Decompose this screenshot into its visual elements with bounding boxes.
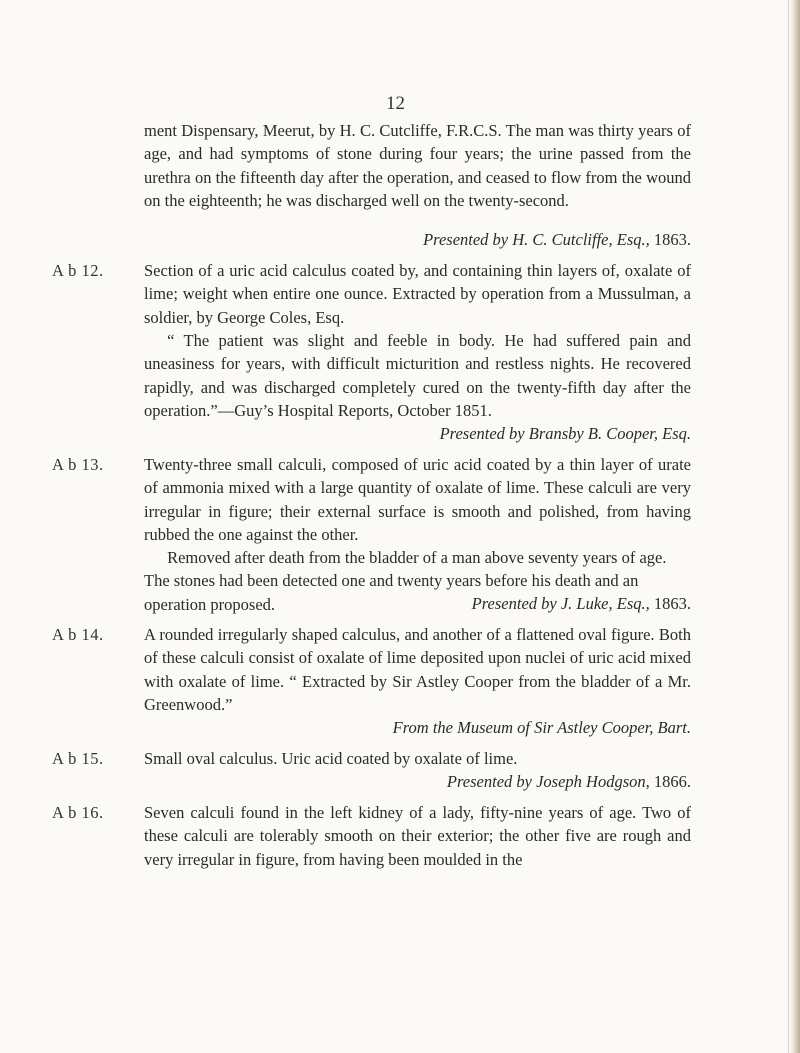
entry-ab13-credit-text: Presented by J. Luke, Esq., [471, 594, 650, 613]
entry-ab14-credit: From the Museum of Sir Astley Cooper, Bart. [392, 718, 691, 737]
entry-ab15-credit-year: 1866. [653, 772, 691, 791]
entry-ab13-credit-year: 1863. [653, 594, 691, 613]
entry-label-ab14: A b 14. [52, 625, 104, 644]
intro-credit-text: Presented by H. C. Cutcliffe, Esq., [423, 230, 650, 249]
entry-ab13-paragraph-2: Removed after death from the bladder of a man above seventy years of age. The stones had been detected one and twenty years before his death and an operation proposed. [144, 548, 667, 614]
entry-label-ab15: A b 15. [52, 749, 104, 768]
entry-ab16-paragraph-1: Seven calculi found in the left kidney of a lady, fifty-nine years of age. Two of these calculi are tolerably smooth on their exterior; the other five are rough and very irregular in figure, from having been moulded in the [144, 803, 691, 869]
entry-ab15-credit-text: Presented by Joseph Hodgson, [446, 772, 650, 791]
intro-credit [144, 228, 691, 251]
entry-ab12-credit: Presented by Bransby B. Cooper, Esq. [439, 424, 691, 443]
entry-ab12-paragraph-2: “ The patient was slight and feeble in body. He had suffered pain and uneasiness for years, with difficult micturition and restless nights. He recovered rapidly, and was discharged completely cured on the twenty-fifth day after the operation.”—Guy’s Hospital Reports, October 1851. [144, 331, 691, 420]
intro-paragraph: ment Dispensary, Meerut, by H. C. Cutcliffe, F.R.C.S. The man was thirty years of age, and had symptoms of stone during four years; the urine passed from the urethra on the fifteenth day after the operation, and ceased to flow from the wound on the eighteenth; he was discharged well on the twenty-second. [144, 121, 691, 210]
page-edge-line [788, 0, 789, 1053]
entry-ab13-paragraph-1: Twenty-three small calculi, composed of uric acid coated by a thin layer of urate of ammonia mixed with a large quantity of oxalate of lime. These calculi are very irregular in figure; their external surface is smooth and polished, from having rubbed the one against the other. [144, 455, 691, 544]
intro-credit-year: 1863. [653, 230, 691, 249]
entry-ab14-paragraph-1: A rounded irregularly shaped calculus, and another of a flattened oval figure. Both of these calculi consist of oxalate of lime deposited upon nuclei of uric acid mixed with oxalate of lime. “ Extracted by Sir Astley Cooper from the bladder of a Mr. Greenwood.” [144, 625, 691, 714]
entry-ab15-paragraph-1: Small oval calculus. Uric acid coated by oxalate of lime. [144, 749, 518, 768]
page-edge-shadow [790, 0, 800, 1053]
entry-ab13-credit [144, 592, 691, 615]
page-number: 12 [386, 93, 405, 114]
entry-label-ab16: A b 16. [52, 803, 104, 822]
entry-label-ab12: A b 12. [52, 261, 104, 280]
entry-ab15-credit [144, 770, 691, 793]
entry-label-ab13: A b 13. [52, 455, 104, 474]
entry-ab12-paragraph-1: Section of a uric acid calculus coated by, and containing thin layers of, oxalate of lime; weight when entire one ounce. Extracted by operation from a Mussulman, a soldier, by George Coles, Esq. [144, 261, 691, 327]
